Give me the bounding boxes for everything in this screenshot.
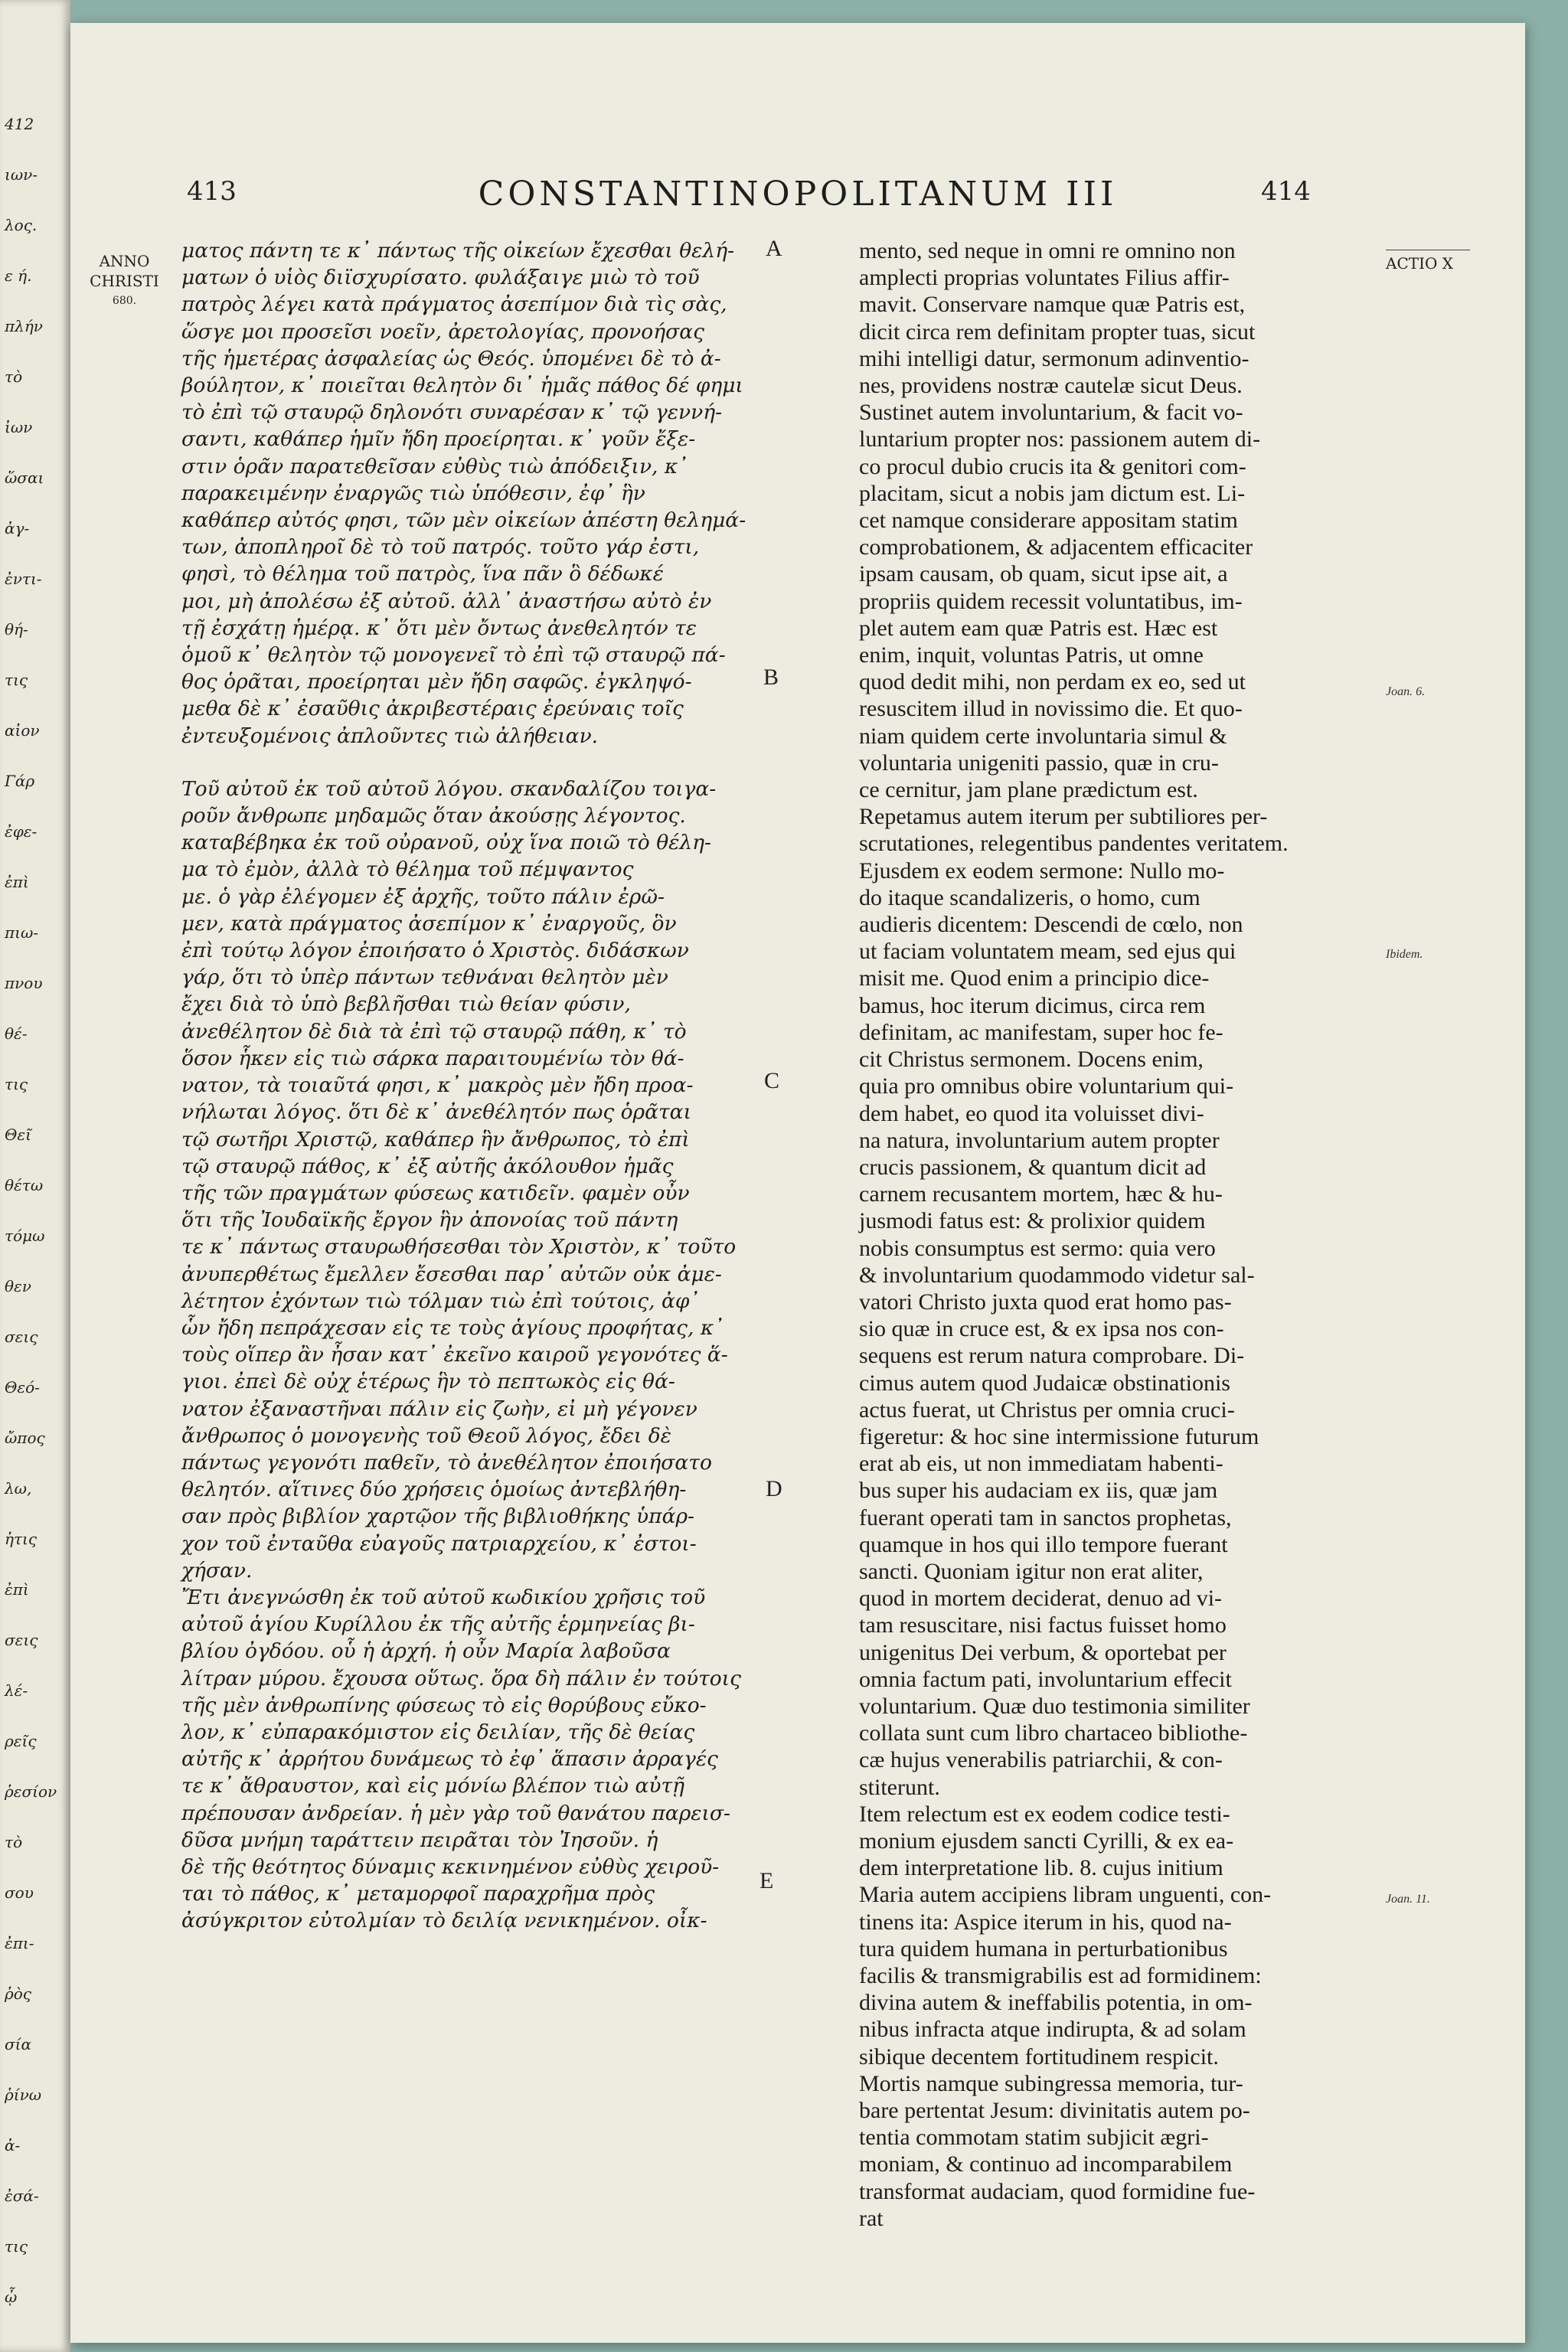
latin-text-line: omnia factum pati, involuntarium effecit — [859, 1666, 1232, 1692]
latin-text-line: ut faciam voluntatem meam, sed ejus qui — [859, 939, 1236, 965]
greek-text-line: Τοῦ αὐτοῦ ἐκ τοῦ αὐτοῦ λόγου. σκανδαλίζου τοιγα- — [181, 776, 717, 801]
greek-text-line: τῆς τῶν πραγμάτων φύσεως κατιδεῖν. φαμὲν οὖν — [181, 1181, 690, 1205]
latin-text-line: tentia commotam statim subjicit ægri- — [859, 2125, 1209, 2151]
latin-text-line: fuerant operati tam in sanctos prophetas, — [859, 1504, 1232, 1530]
greek-text-line: τῇ ἐσχάτῃ ἡμέρᾳ. κ᾽ ὅτι μὲν ὄντως ἀνεθελητόν τε — [181, 616, 697, 640]
latin-text-line: voluntaria unigeniti passio, quæ in cru- — [859, 750, 1219, 776]
left-page-fragment: ὤπος — [5, 1429, 45, 1447]
left-page-fragment: θέ- — [5, 1024, 28, 1043]
left-page-fragment: σεις — [5, 1631, 38, 1649]
left-page-fragment: πιω- — [5, 923, 39, 942]
latin-column — [859, 237, 1382, 2232]
greek-text-line: ἀνεθέλητον δὲ διὰ τὰ ἐπὶ τῷ σταυρῷ πάθη, κ᾽ τὸ — [181, 1019, 687, 1044]
actio-label — [1386, 250, 1524, 273]
left-page-fragment: σεις — [5, 1328, 38, 1346]
page-title: CONSTANTINOPOLITANUM III — [478, 175, 1118, 214]
greek-text-line: αὐτοῦ ἁγίου Κυρίλλου ἐκ τῆς αὐτῆς ἑρμηνείας βι- — [181, 1612, 695, 1637]
latin-text-line: bamus, hoc iterum dicimus, circa rem — [859, 992, 1206, 1018]
latin-text-line: divina autem & ineffabilis potentia, in om- — [859, 1990, 1253, 2016]
greek-text-line: βούλητον, κ᾽ ποιεῖται θελητὸν δι᾽ ἡμᾶς πάθος δέ φημι — [181, 374, 743, 398]
latin-text-line: quia pro omnibus obire voluntarium qui- — [859, 1073, 1234, 1099]
latin-text-line: nes, providens nostræ cautelæ sicut Deus. — [859, 373, 1243, 399]
left-page-fragment: ἐσά- — [5, 2187, 39, 2205]
greek-text-line: με. ὁ γὰρ ἐλέγομεν ἐξ ἀρχῆς, τοῦτο πάλιν ἐρῶ- — [181, 884, 665, 909]
section-letter-d: D — [766, 1476, 782, 1501]
latin-text-line: Repetamus autem iterum per subtiliores per- — [859, 804, 1268, 830]
greek-text-line: λέτητον ἐχόντων τιὼ τόλμαν τιὼ ἐπὶ τούτοις, ἀφ᾽ — [181, 1289, 700, 1313]
latin-text-line: collata sunt cum libro chartaceo bibliothe- — [859, 1720, 1248, 1746]
left-page-fragment: 412 — [5, 115, 34, 133]
left-page-fragment: τις — [5, 1075, 28, 1093]
section-letter-a: A — [766, 236, 782, 261]
left-page-fragment: ὥσαι — [5, 469, 44, 487]
greek-text-line: τοὺς οἵπερ ἂν ἦσαν κατ᾽ ἐκεῖνο καιροῦ γεγονότες ἅ- — [181, 1343, 728, 1367]
left-page-fragment: ρεῖς — [5, 1732, 37, 1750]
anno-label: ANNO — [99, 252, 150, 270]
section-letter-b: B — [763, 665, 779, 690]
right-page-number: 414 — [1261, 176, 1311, 207]
latin-text-line: enim, inquit, voluntas Patris, ut omne — [859, 642, 1204, 668]
latin-text-line: cimus autem quod Judaicæ obstinationis — [859, 1370, 1230, 1396]
greek-text-line: ὥσγε μοι προσεῖσι νοεῖν, ἀρετολογίας, προνοήσας — [181, 319, 704, 344]
greek-text-line: τε κ᾽ ἄθραυστον, καὶ εἰς μόνίω βλέπον τιὼ αὐτῇ — [181, 1774, 684, 1798]
greek-column — [181, 237, 840, 1935]
latin-text-line: mento, sed neque in omni re omnino non — [859, 238, 1236, 263]
left-page-number: 413 — [187, 176, 237, 207]
latin-text-line: Item relectum est ex eodem codice testi- — [859, 1801, 1230, 1827]
greek-text-line: τῆς μὲν ἀνθρωπίνης φύσεως τὸ εἰς θορύβους εὔκο- — [181, 1693, 707, 1717]
left-page-fragment: Θεῖ — [5, 1125, 31, 1144]
greek-text-line: ἀσύγκριτον εὐτολμίαν τὸ δειλίᾳ νενικημένον. οἶκ- — [181, 1909, 707, 1933]
greek-text-line: ὧν ἤδη πεπράχεσαν εἰς τε τοὺς ἁγίους προφήτας, κ᾽ — [181, 1315, 724, 1340]
left-page-fragment: λω, — [5, 1479, 32, 1498]
latin-text-line: tinens ita: Aspice iterum in his, quod na- — [859, 1909, 1232, 1935]
left-page-fragment: θεν — [5, 1277, 31, 1295]
year-margin — [84, 251, 165, 311]
left-page-fragment: πλήν — [5, 317, 43, 335]
latin-text-line: unigenitus Dei verbum, & oportebat per — [859, 1639, 1227, 1665]
margin-note-joan11: Joan. 11. — [1386, 1893, 1430, 1906]
left-page-fragment: ἐφε- — [5, 822, 38, 841]
greek-text-line: ὅσον ἧκεν εἰς τιὼ σάρκα παραιτουμένίω τὸν θά- — [181, 1046, 684, 1070]
christi-label: CHRISTI — [90, 272, 159, 290]
left-page-fragment: τις — [5, 2237, 28, 2256]
greek-text-line: γάρ, ὅτι τὸ ὑπὲρ πάντων τεθνάναι θελητὸν μὲν — [181, 965, 668, 990]
greek-text-line: ἔχει διὰ τὸ ὑπὸ βεβλῆσθαι τιὼ θείαν φύσιν, — [181, 992, 631, 1017]
greek-text-line: τῷ σταυρῷ πάθος, κ᾽ ἐξ αὐτῆς ἀκόλουθον ἡμᾶς — [181, 1154, 674, 1178]
left-page-fragment: ῥεσίον — [5, 1782, 57, 1801]
latin-text-line: do itaque scandalizeris, o homo, cum — [859, 884, 1200, 910]
greek-text-line — [181, 750, 840, 776]
latin-text-line: audieris dicentem: Descendi de cœlo, non — [859, 912, 1243, 938]
latin-text-line: figeretur: & hoc sine intermissione futurum — [859, 1423, 1259, 1449]
latin-text-line: cet namque considerare appositam statim — [859, 508, 1238, 534]
greek-text-line: σαν πρὸς βιβλίον χαρτῷον τῆς βιβλιοθήκης ὑπάρ- — [181, 1504, 695, 1529]
greek-text-line: πρέπουσαν ἀνδρείαν. ἡ μὲν γὰρ τοῦ θανάτου παρεισ- — [181, 1801, 730, 1825]
greek-text-line: βλίου ὀγδόου. οὗ ἡ ἀρχή. ἡ οὖν Μαρία λαβοῦσα — [181, 1639, 671, 1664]
greek-text-line: μεν, κατὰ πράγματος ἀσεπίμον κ᾽ ἐναργοῦς, ὃν — [181, 911, 677, 936]
left-page-fragment: ἐντι- — [5, 570, 42, 588]
greek-text-line: καθάπερ αὐτός φησι, τῶν μὲν οἰκείων ἀπέστη θελημά- — [181, 508, 746, 533]
latin-text-line: resuscitem illud in novissimo die. Et quo- — [859, 696, 1243, 722]
greek-text-line: χήσαν. — [181, 1558, 253, 1583]
latin-text-line: niam quidem certe involuntaria simul & — [859, 723, 1227, 749]
left-page-fragment: θέτω — [5, 1176, 44, 1194]
greek-text-line: τῆς ἡμετέρας ἀσφαλείας ὡς Θεός. ὑπομένει δὲ τὸ ἀ- — [181, 346, 721, 371]
latin-text-line: rat — [859, 2205, 884, 2231]
greek-text-line: στιν ὁρᾶν παρατεθεῖσαν εὐθὺς τιὼ ἀπόδειξιν, κ᾽ — [181, 454, 688, 479]
latin-text-line: misit me. Quod enim a principio dice- — [859, 965, 1210, 991]
latin-text-line: monium ejusdem sancti Cyrilli, & ex ea- — [859, 1828, 1234, 1854]
latin-text-line: dem habet, eo quod ita voluisset divi- — [859, 1100, 1204, 1126]
greek-text-line: φησὶ, τὸ θέλημα τοῦ πατρὸς, ἵνα πᾶν ὃ δέδωκέ — [181, 562, 664, 586]
greek-text-line: Ἔτι ἀνεγνώσθη ἐκ τοῦ αὐτοῦ κωδικίου χρῆσις τοῦ — [181, 1585, 706, 1609]
left-page-fragment: ᾧ — [5, 2288, 18, 2306]
left-page-fragment: ἐπὶ — [5, 873, 29, 891]
greek-text-line: θελητόν. αἵτινες δύο χρήσεις ὁμοίως ἀντεβλήθη- — [181, 1478, 687, 1502]
latin-text-line: transformat audaciam, quod formidine fue- — [859, 2178, 1256, 2204]
latin-text-line: Ejusdem ex eodem sermone: Nullo mo- — [859, 858, 1225, 884]
greek-text-line: των, ἀποπληροῖ δὲ τὸ τοῦ πατρός. τοῦτο γάρ ἐστι, — [181, 535, 700, 560]
latin-text-line: comprobationem, & adjacentem efficaciter — [859, 534, 1253, 560]
latin-text-line: stiterunt. — [859, 1774, 940, 1800]
latin-text-line: Maria autem accipiens libram unguenti, con- — [859, 1882, 1272, 1908]
latin-text-line: jusmodi fatus est: & prolixior quidem — [859, 1208, 1206, 1234]
left-page-fragment: τόμω — [5, 1227, 45, 1245]
margin-note-joan6: Joan. 6. — [1386, 685, 1426, 698]
left-page-fragment: τὸ — [5, 1833, 23, 1851]
left-page-edge — [0, 0, 70, 2352]
latin-text-line: quod in mortem deciderat, denuo ad vi- — [859, 1586, 1223, 1612]
greek-text-line: ματος πάντη τε κ᾽ πάντως τῆς οἰκείων ἔχεσθαι θελή- — [181, 239, 735, 263]
left-page-fragment: ῥίνω — [5, 2086, 42, 2104]
greek-text-line: πάντως γεγονότι παθεῖν, τὸ ἀνεθέλητον ἐποιήσατο — [181, 1450, 712, 1475]
latin-text-line: mihi intelligi datur, sermonum adinventio- — [859, 345, 1250, 371]
book-page — [70, 23, 1525, 2343]
left-page-fragment: ιων- — [5, 165, 38, 184]
greek-text-line: μοι, μὴ ἀπολέσω ἐξ αὐτοῦ. ἀλλ᾽ ἀναστήσω αὐτὸ ἐν — [181, 589, 712, 613]
latin-text-line: dem interpretatione lib. 8. cujus initium — [859, 1855, 1223, 1881]
latin-text-line: cæ hujus venerabilis patriarchii, & con- — [859, 1747, 1223, 1773]
left-page-fragment: τις — [5, 671, 28, 689]
greek-text-line: καταβέβηκα ἐκ τοῦ οὐρανοῦ, οὐχ ἵνα ποιῶ τὸ θέλη- — [181, 831, 711, 855]
greek-text-line: ἀνυπερθέτως ἔμελλεν ἔσεσθαι παρ᾽ αὐτῶν οὐκ ἀμε- — [181, 1262, 722, 1286]
greek-text-line: δῦσα μνήμη ταράττειν πειρᾶται τὸν Ἰησοῦν. ἡ — [181, 1828, 658, 1852]
section-letter-c: C — [764, 1068, 780, 1093]
latin-text-line: ce cernitur, jam plane prædictum est. — [859, 777, 1198, 803]
greek-text-line: λον, κ᾽ εὐπαρακόμιστον εἰς δειλίαν, τῆς δὲ θείας — [181, 1720, 695, 1744]
latin-text-line: voluntarium. Quæ duo testimonia similiter — [859, 1693, 1250, 1719]
left-page-fragment: λος. — [5, 216, 38, 234]
actio-text: ACTIO X — [1386, 254, 1453, 273]
left-page-fragment: θή- — [5, 620, 28, 639]
latin-text-line: Mortis namque subingressa memoria, tur- — [859, 2070, 1243, 2096]
latin-text-line: nobis consumptus est sermo: quia vero — [859, 1235, 1216, 1261]
greek-text-line: μεθα δὲ κ᾽ ἐσαῦθις ἀκριβεστέραις ἐρεύναις τοῖς — [181, 697, 684, 721]
latin-text-line: propriis quidem recessit voluntatibus, im- — [859, 588, 1243, 614]
greek-text-line: δὲ τῆς θεότητος δύναμις κεκινημένον εὐθὺς χειροῦ- — [181, 1854, 720, 1879]
greek-text-line: σαντι, καθάπερ ἡμῖν ἤδη προείρηται. κ᾽ γοῦν ἔξε- — [181, 427, 696, 452]
left-page-fragment: ἡτις — [5, 1530, 38, 1548]
greek-text-line: θος ὁρᾶται, προείρηται μὲν ἤδη σαφῶς. ἐγκληψό- — [181, 670, 692, 694]
latin-text-line: crucis passionem, & quantum dicit ad — [859, 1154, 1207, 1180]
latin-text-line: & involuntarium quodammodo videtur sal- — [859, 1262, 1255, 1288]
latin-text-line: erat ab eis, ut non immediatam habenti- — [859, 1451, 1223, 1477]
latin-text-line: amplecti proprias voluntates Filius affir- — [859, 265, 1230, 291]
greek-text-line: ται τὸ πάθος, κ᾽ μεταμορφοῖ παραχρῆμα πρὸς — [181, 1882, 655, 1906]
latin-text-line: carnem recusantem mortem, hæc & hu- — [859, 1181, 1223, 1207]
greek-text-line: ἄνθρωπος ὁ μονογενὴς τοῦ Θεοῦ λόγος, ἔδει δὲ — [181, 1423, 671, 1448]
margin-note-ibidem: Ibidem. — [1386, 948, 1423, 961]
greek-text-line: παρακειμένην ἐναργῶς τιὼ ὑπόθεσιν, ἐφ᾽ ἣν — [181, 481, 645, 505]
left-page-fragment: λέ- — [5, 1681, 28, 1700]
latin-text-line: plet autem eam quæ Patris est. Hæc est — [859, 615, 1218, 641]
greek-text-line: αὐτῆς κ᾽ ἀρρήτου δυνάμεως τὸ ἐφ᾽ ἅπασιν ἀρραγές — [181, 1747, 718, 1772]
latin-text-line: placitam, sicut a nobis jam dictum est. Li- — [859, 480, 1246, 506]
left-page-fragment: σου — [5, 1883, 34, 1902]
left-page-fragment: Θεό- — [5, 1378, 40, 1396]
latin-text-line: quamque in hos qui illo tempore fuerant — [859, 1531, 1228, 1557]
left-page-fragment: ἰων — [5, 418, 33, 436]
latin-text-line: na natura, involuntarium autem propter — [859, 1127, 1220, 1153]
greek-text-line: νατον ἐξαναστῆναι πάλιν εἰς ζωὴν, εἰ μὴ γέγονεν — [181, 1396, 697, 1421]
greek-text-line: ματων ὁ υἱὸς διϊσχυρίσατο. φυλάξαιγε μιὼ τὸ τοῦ — [181, 266, 700, 290]
greek-text-line: ὅτι τῆς Ἰουδαϊκῆς ἔργον ἣν ἀπονοίας τοῦ πάντη — [181, 1208, 678, 1233]
left-page-fragment: ε ή. — [5, 266, 32, 285]
left-page-fragment: ἐπι- — [5, 1934, 34, 1952]
greek-text-line: τε κ᾽ πάντως σταυρωθήσεσθαι τὸν Χριστὸν, κ᾽ τοῦτο — [181, 1235, 737, 1259]
latin-text-line: sancti. Quoniam igitur non erat aliter, — [859, 1558, 1204, 1584]
latin-text-line: actus fuerat, ut Christus per omnia cruci- — [859, 1396, 1235, 1423]
latin-text-line: dicit circa rem definitam propter tuas, sicut — [859, 318, 1256, 345]
latin-text-line: tam resuscitare, nisi factus fuisset homo — [859, 1612, 1227, 1638]
latin-text-line: quod dedit mihi, non perdam ex eo, sed ut — [859, 669, 1246, 695]
greek-text-line: λίτραν μύρου. ἔχουσα οὕτως. ὅρα δὴ πάλιν ἐν τούτοις — [181, 1666, 741, 1690]
latin-text-line: mavit. Conservare namque quæ Patris est, — [859, 292, 1246, 318]
greek-text-line: νήλωται λόγος. ὅτι δὲ κ᾽ ἀνεθέλητόν πως ὁρᾶται — [181, 1100, 691, 1125]
left-page-fragment: πνου — [5, 974, 43, 992]
latin-text-line: cit Christus sermonem. Docens enim, — [859, 1047, 1204, 1073]
greek-text-line: τῷ σωτῆρι Χριστῷ, καθάπερ ἣν ἄνθρωπος, τὸ ἐπὶ — [181, 1127, 690, 1152]
greek-text-line: πατρὸς λέγει κατὰ πράγματος ἀσεπίμον διὰ τὶς σὰς, — [181, 292, 727, 317]
latin-text-line: bus super his audaciam ex iis, quæ jam — [859, 1478, 1218, 1504]
latin-text-line: facilis & transmigrabilis est ad formidinem: — [859, 1963, 1262, 1988]
latin-text-line: moniam, & continuo ad incomparabilem — [859, 2151, 1233, 2177]
latin-text-line: luntarium propter nos: passionem autem di- — [859, 426, 1261, 452]
section-letter-e: E — [760, 1868, 774, 1893]
left-page-fragment: Γάρ — [5, 772, 35, 790]
greek-text-line: τὸ ἐπὶ τῷ σταυρῷ δηλονότι συναρέσαν κ᾽ τῷ γεννή- — [181, 400, 723, 425]
latin-text-line: nibus infracta atque indirupta, & ad solam — [859, 2017, 1246, 2043]
greek-text-line: ἐπὶ τούτῳ λόγον ἐποιήσατο ὁ Χριστὸς. διδάσκων — [181, 939, 689, 963]
greek-text-line: ροῦν ἄνθρωπε μηδαμῶς ὅταν ἀκούσῃς λέγοντος. — [181, 804, 686, 828]
greek-text-line: χον τοῦ ἐνταῦθα εὐαγοῦς πατριαρχείου, κ᾽ ἐστοι- — [181, 1531, 697, 1556]
greek-text-line: νατον, τὰ τοιαῦτά φησι, κ᾽ μακρὸς μὲν ἤδη προα- — [181, 1073, 694, 1098]
left-page-fragment: ἀγ- — [5, 519, 30, 537]
latin-text-line: sequens est rerum natura comprobare. Di- — [859, 1343, 1245, 1369]
left-page-fragment: αἰον — [5, 721, 40, 740]
latin-text-line: sio quæ in cruce est, & ex ipsa nos con- — [859, 1316, 1224, 1342]
latin-text-line: bare pertentat Jesum: divinitatis autem po- — [859, 2098, 1250, 2124]
latin-text-line: tura quidem humana in perturbationibus — [859, 1936, 1228, 1962]
greek-text-line: ἐντευξομένοις ἀπλοῦντες τιὼ ἀλήθειαν. — [181, 724, 599, 748]
left-page-fragment: ἐπὶ — [5, 1580, 29, 1599]
left-page-fragment: σία — [5, 2035, 31, 2053]
left-page-fragment: ῥὸς — [5, 1984, 31, 2003]
left-page-fragment: ἀ- — [5, 2136, 21, 2154]
latin-text-line: Sustinet autem involuntarium, & facit vo- — [859, 400, 1243, 426]
latin-text-line: co procul dubio crucis ita & genitori com- — [859, 453, 1246, 479]
latin-text-line: sibique decentem fortitudinem respicit. — [859, 2043, 1219, 2069]
latin-text-line: ipsam causam, ob quam, sicut ipse ait, a — [859, 561, 1228, 587]
greek-text-line: γιοι. ἐπεὶ δὲ οὐχ ἑτέρως ἣν τὸ πεπτωκὸς εἰς θά- — [181, 1370, 675, 1394]
latin-text-line: definitam, ac manifestam, super hoc fe- — [859, 1019, 1223, 1045]
year-label: 680. — [112, 295, 137, 307]
left-page-fragment: τὸ — [5, 368, 23, 386]
latin-text-line: scrutationes, relegentibus pandentes veritatem. — [859, 831, 1289, 857]
greek-text-line: μα τὸ ἐμὸν, ἀλλὰ τὸ θέλημα τοῦ πέμψαντος — [181, 858, 634, 882]
greek-text-line: ὁμοῦ κ᾽ θελητὸν τῷ μονογενεῖ τὸ ἐπὶ τῷ σταυρῷ πά- — [181, 643, 726, 668]
latin-text-line: vatori Christo juxta quod erat homo pas- — [859, 1289, 1232, 1315]
